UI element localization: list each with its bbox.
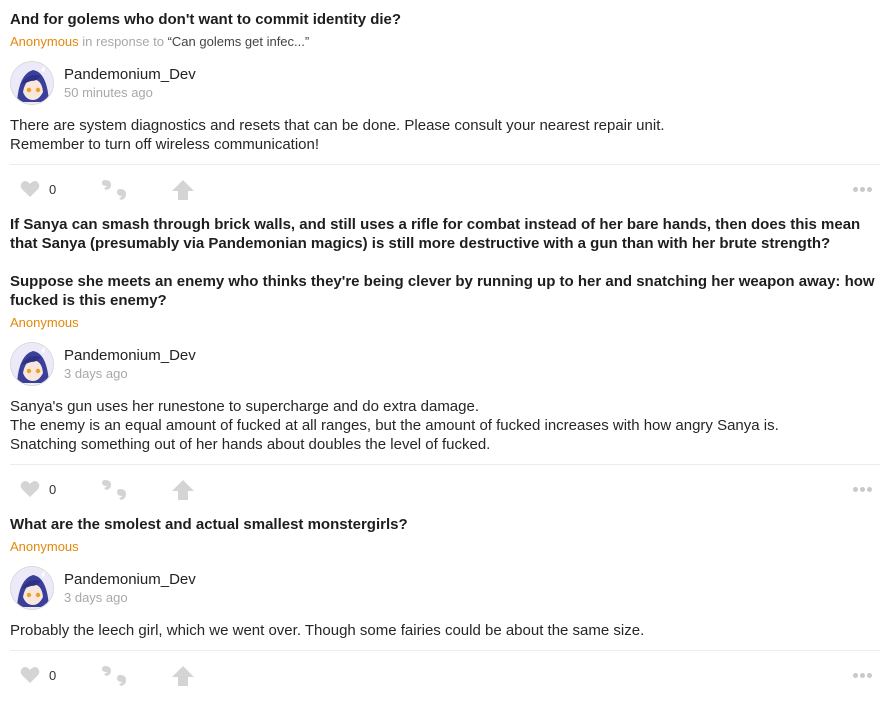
like-button[interactable] bbox=[20, 180, 56, 198]
qa-card bbox=[0, 0, 890, 215]
like-button[interactable] bbox=[20, 666, 56, 684]
question-paragraph: Suppose she meets an enemy who thinks they're being clever by running up to her and snatching her weapon away: how fucked is this enemy? bbox=[10, 273, 875, 309]
answerer-row bbox=[10, 565, 880, 611]
in-response-label: in response to bbox=[82, 34, 164, 49]
answer-line: Snatching something out of her hands about doubles the level of fucked. bbox=[10, 436, 491, 453]
avatar[interactable] bbox=[10, 566, 54, 610]
qa-card bbox=[0, 515, 890, 701]
answer-timestamp[interactable]: 3 days ago bbox=[64, 589, 128, 605]
quote-button[interactable] bbox=[102, 666, 126, 686]
heart-icon bbox=[20, 666, 40, 684]
asker-line bbox=[10, 33, 880, 50]
answer-line: Remember to turn off wireless communication! bbox=[10, 136, 320, 153]
quote-icon bbox=[102, 480, 126, 500]
share-button[interactable] bbox=[172, 180, 194, 200]
quote-icon bbox=[102, 180, 126, 200]
qa-card bbox=[0, 215, 890, 515]
answerer-row bbox=[10, 341, 880, 387]
heart-icon bbox=[20, 180, 40, 198]
action-bar bbox=[10, 465, 880, 515]
answer-line: The enemy is an equal amount of fucked at all ranges, but the amount of fucked increases with how angry Sanya is. bbox=[10, 417, 779, 434]
like-count: 0 bbox=[49, 667, 57, 683]
question-paragraph: And for golems who don't want to commit identity die? bbox=[10, 11, 402, 28]
share-icon bbox=[172, 666, 194, 686]
answer-text bbox=[10, 397, 880, 454]
asker-line bbox=[10, 538, 880, 555]
asker-name[interactable]: Anonymous bbox=[10, 34, 79, 49]
answerer-username[interactable]: Pandemonium_Dev bbox=[64, 346, 196, 364]
answer-timestamp[interactable]: 50 minutes ago bbox=[64, 84, 153, 100]
share-button[interactable] bbox=[172, 480, 194, 500]
share-button[interactable] bbox=[172, 666, 194, 686]
question-text bbox=[10, 515, 880, 534]
answerer-info bbox=[64, 571, 196, 606]
answerer-info bbox=[64, 66, 196, 101]
answerer-row bbox=[10, 60, 880, 106]
more-dots-icon[interactable] bbox=[851, 487, 872, 492]
in-response-link[interactable]: “Can golems get infec...” bbox=[167, 34, 310, 49]
asker-name[interactable]: Anonymous bbox=[10, 539, 79, 554]
answer-line: There are system diagnostics and resets that can be done. Please consult your nearest repair unit. bbox=[10, 117, 665, 134]
action-bar bbox=[10, 165, 880, 215]
question-paragraph: What are the smolest and actual smallest monstergirls? bbox=[10, 516, 408, 533]
quote-button[interactable] bbox=[102, 180, 126, 200]
like-count: 0 bbox=[49, 481, 57, 497]
asker-name[interactable]: Anonymous bbox=[10, 315, 79, 330]
share-icon bbox=[172, 180, 194, 200]
avatar[interactable] bbox=[10, 342, 54, 386]
question-text bbox=[10, 10, 880, 29]
answer-line: Sanya's gun uses her runestone to supercharge and do extra damage. bbox=[10, 398, 480, 415]
quote-button[interactable] bbox=[102, 480, 126, 500]
answerer-info bbox=[64, 347, 196, 382]
answer-line: Probably the leech girl, which we went over. Though some fairies could be about the same size. bbox=[10, 622, 645, 639]
answerer-username[interactable]: Pandemonium_Dev bbox=[64, 65, 196, 83]
like-button[interactable] bbox=[20, 480, 56, 498]
answer-text bbox=[10, 116, 880, 154]
asker-line bbox=[10, 314, 880, 331]
answerer-username[interactable]: Pandemonium_Dev bbox=[64, 570, 196, 588]
answer-text bbox=[10, 621, 880, 640]
heart-icon bbox=[20, 480, 40, 498]
avatar[interactable] bbox=[10, 61, 54, 105]
quote-icon bbox=[102, 666, 126, 686]
answer-timestamp[interactable]: 3 days ago bbox=[64, 365, 128, 381]
action-bar bbox=[10, 651, 880, 701]
share-icon bbox=[172, 480, 194, 500]
more-dots-icon[interactable] bbox=[851, 187, 872, 192]
question-text bbox=[10, 215, 880, 310]
question-paragraph: If Sanya can smash through brick walls, and still uses a rifle for combat instead of her bare hands, then does this mean that Sanya (presumably via Pandemonian magics) is still more destructive with a gun than with her brute strength? bbox=[10, 216, 861, 252]
more-dots-icon[interactable] bbox=[851, 673, 872, 678]
like-count: 0 bbox=[49, 181, 57, 197]
